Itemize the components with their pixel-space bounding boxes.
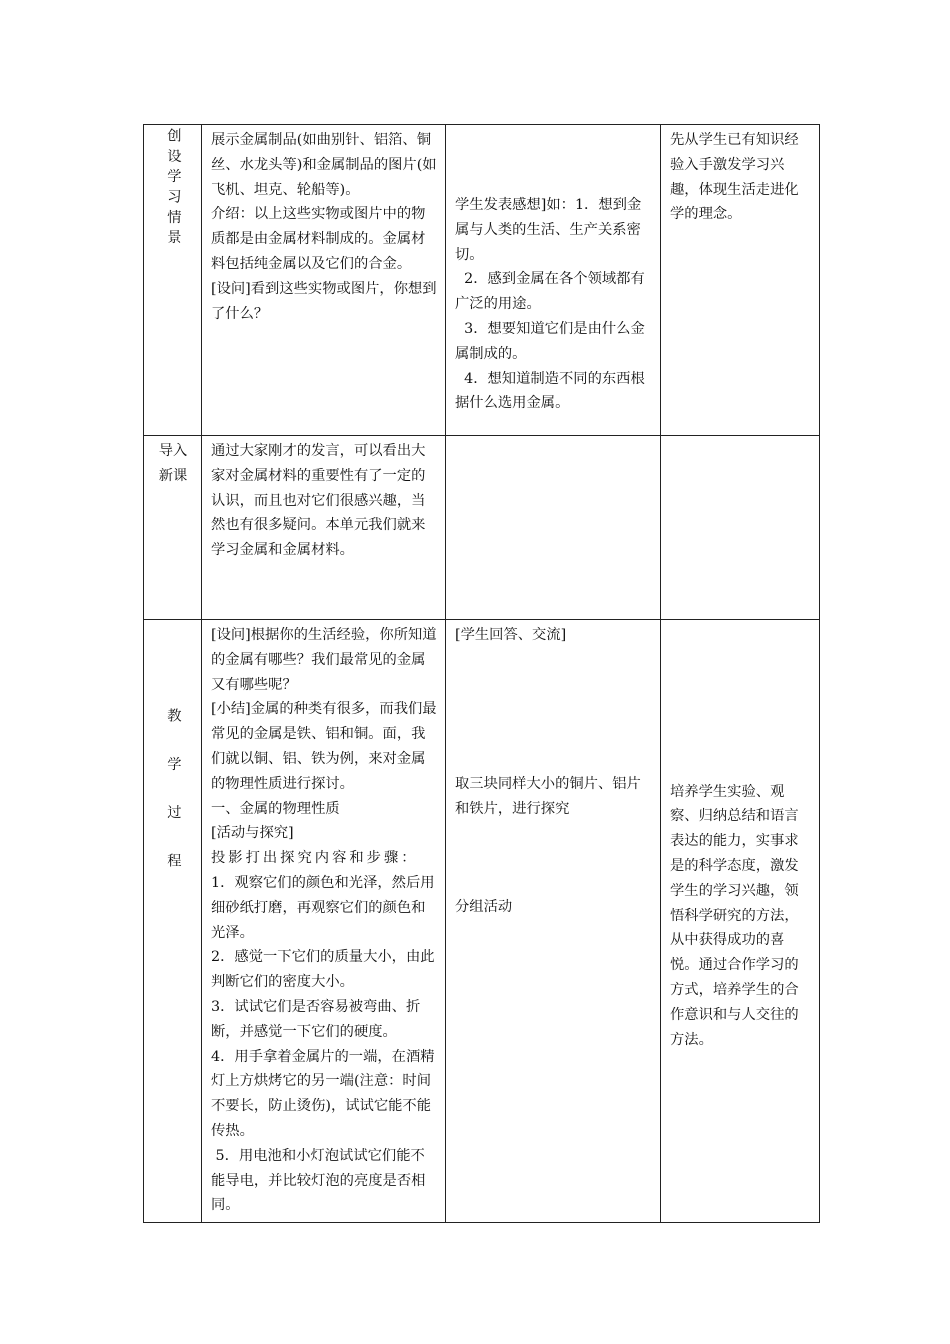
student-text: [学生回答、交流]: [455, 627, 567, 643]
purpose-text: 先从学生已有知识经验入手激发学习兴趣，体现生活走进化学的理念。: [670, 132, 799, 223]
design-purpose-cell: [661, 620, 820, 1223]
student-text: 学生发表感想]如：1．想到金属与人类的生活、生产关系密切。: [455, 197, 642, 263]
teacher-text: [小结]金属的种类有很多，而我们最常见的金属是铁、铝和铜。面，我们就以铜、铝、铁为例，来对金属的物理性质进行探讨。: [211, 701, 437, 792]
teacher-text: 1．观察它们的颜色和光泽，然后用细砂纸打磨，再观察它们的颜色和光泽。: [211, 874, 435, 941]
student-text: 分组活动: [455, 899, 513, 916]
purpose-text: 培养学生实验、观察、归纳总结和语言表达的能力，实事求是的科学态度，激发学生的学习兴趣，领悟科学研究的方法，从中获得成功的喜悦。通过合作学习的方式，培养学生的合作意识和与人交往的方法。: [670, 783, 799, 1048]
stage-cell: [144, 125, 202, 436]
teacher-text: 介绍：以上这些实物或图片中的物质都是由金属材料制成的。金属材料包括纯金属以及它们的合金。: [211, 206, 426, 272]
lesson-plan-table: [143, 124, 820, 1223]
stage-label: 教学过程: [165, 708, 182, 902]
teacher-activity-cell: [202, 620, 446, 1223]
teacher-text: 5．用电池和小灯泡试试它们能不能导电，并比较灯泡的亮度是否相同。: [211, 1147, 426, 1214]
student-activity-cell: [446, 125, 661, 436]
stage-cell: [144, 436, 202, 620]
stage-label-line: 导入: [158, 443, 188, 459]
teacher-text: 3．试试它们是否容易被弯曲、折断，并感觉一下它们的硬度。: [211, 998, 421, 1040]
teacher-text: 4．用手拿着金属片的一端，在酒精灯上方烘烤它的另一端(注意：时间不要长，防止烫伤)，试试它能不能传热。: [211, 1048, 435, 1139]
student-text: 取三块同样大小的铜片、铝片和铁片，进行探究: [455, 775, 641, 817]
student-activity-cell: [446, 620, 661, 1223]
design-purpose-cell: [661, 125, 820, 436]
teacher-text: [设问]根据你的生活经验，你所知道的金属有哪些？我们最常见的金属又有哪些呢？: [211, 627, 437, 693]
table-row: [144, 125, 820, 436]
design-purpose-cell: [661, 436, 820, 620]
teacher-text: 一、金属的物理性质: [211, 800, 340, 817]
stage-label-line: 新课: [158, 467, 188, 484]
teacher-activity-cell: [202, 125, 446, 436]
table-row: [144, 620, 820, 1223]
stage-label: 创设学习情景: [165, 128, 182, 250]
teacher-text: 通过大家刚才的发言，可以看出大家对金属材料的重要性有了一定的认识，而且也对它们很感兴趣，当然也有很多疑问。本单元我们就来学习金属和金属材料。: [211, 443, 426, 559]
stage-cell: [144, 620, 202, 1223]
table-row: [144, 436, 820, 620]
student-text: 2．感到金属在各个领域都有广泛的用途。: [455, 271, 645, 313]
teacher-text: [活动与探究]: [211, 825, 294, 842]
student-text: 4．想知道制造不同的东西根据什么选用金属。: [455, 370, 645, 412]
student-activity-cell: [446, 436, 661, 620]
teacher-activity-cell: [202, 436, 446, 620]
teacher-text: 2．感觉一下它们的质量大小，由此判断它们的密度大小。: [211, 949, 435, 991]
teacher-text: [设问]看到这些实物或图片，你想到了什么？: [211, 280, 437, 322]
student-text: 3．想要知道它们是由什么金属制成的。: [455, 320, 645, 362]
teacher-text: 展示金属制品(如曲别针、铝箔、铜丝、水龙头等)和金属制品的图片(如飞机、坦克、轮船等)。: [211, 132, 437, 198]
teacher-text: 投影打出探究内容和步骤：: [211, 850, 419, 867]
